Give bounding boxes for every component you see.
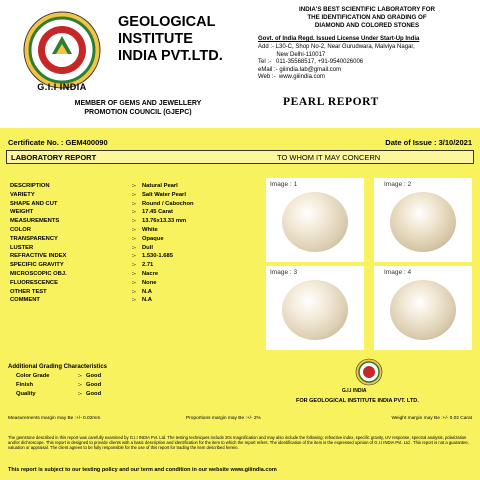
separator: :-: [78, 373, 82, 379]
membership-line: PROMOTION COUNCIL (GJEPC): [84, 109, 192, 116]
image-label: Image : 4: [384, 269, 412, 276]
pearl-image: [266, 178, 364, 262]
membership-line: MEMBER OF GEMS AND JEWELLERY: [74, 100, 202, 107]
pearl-images: [266, 178, 474, 350]
company-name: [118, 14, 278, 65]
company-name-line: GEOLOGICAL: [118, 14, 216, 30]
detail-row: [10, 289, 260, 298]
contact-address: [258, 44, 476, 82]
detail-value: Salt Water Pearl: [142, 191, 186, 198]
pearl-photo-icon: [282, 280, 348, 340]
govt-license: Govt. of India Regd. Issued License Under Start-Up India: [258, 36, 420, 42]
company-name-line: INDIA PVT.LTD.: [118, 48, 223, 64]
pearl-image: [266, 266, 364, 350]
measurement-margin: Measurements margin may Be :+/- 0.02mm: [8, 416, 101, 421]
seal-icon: [355, 358, 383, 386]
detail-row: [10, 183, 260, 192]
details-table: [10, 183, 260, 306]
address-line: Web :- www.giiindia.com: [258, 74, 325, 80]
separator: :-: [132, 191, 136, 198]
detail-value: 2.71: [142, 262, 154, 269]
grading-row: [8, 391, 168, 400]
proportion-margin: Proportions margin may Be :+/- 2%: [186, 416, 261, 421]
separator: :-: [132, 262, 136, 269]
pearl-image: [374, 266, 472, 350]
detail-label: WEIGHT: [10, 209, 34, 216]
report-title: PEARL REPORT: [283, 96, 379, 108]
separator: :-: [132, 209, 136, 216]
image-label: Image : 3: [270, 269, 298, 276]
membership-text: [18, 99, 258, 117]
detail-value: Opaque: [142, 235, 164, 242]
grading-label: Quality: [16, 391, 36, 397]
detail-label: MEASUREMENTS: [10, 218, 60, 225]
detail-value: N.A: [142, 297, 152, 304]
seal-label: G.I.I INDIA: [342, 388, 367, 394]
separator: :-: [132, 253, 136, 260]
separator: :-: [132, 235, 136, 242]
separator: :-: [132, 244, 136, 251]
pearl-photo-icon: [390, 280, 456, 340]
pearl-image: [374, 178, 472, 262]
detail-label: LUSTER: [10, 244, 34, 251]
tagline-line: THE IDENTIFICATION AND GRADING OF: [307, 14, 427, 21]
detail-value: Round / Cabochon: [142, 200, 194, 207]
detail-row: [10, 236, 260, 245]
separator: :-: [132, 226, 136, 233]
detail-label: COMMENT: [10, 297, 40, 304]
grading-label: Finish: [16, 382, 34, 388]
address-line: Tel :- 011-35568517, +91-9540026006: [258, 59, 364, 65]
company-name-line: INSTITUTE: [118, 31, 193, 47]
address-line: eMail :- giiindia.lab@gmail.com: [258, 66, 342, 73]
detail-value: 13.76x13.33 mm: [142, 218, 187, 225]
separator: :-: [78, 382, 82, 388]
pearl-photo-icon: [282, 192, 348, 252]
address-line: New Delhi-110017: [258, 51, 326, 58]
detail-row: [10, 245, 260, 254]
to-whom-text: TO WHOM IT MAY CONCERN: [277, 153, 381, 162]
detail-row: [10, 280, 260, 289]
detail-value: 1.530-1.685: [142, 253, 173, 260]
detail-value: 17.45 Carat: [142, 209, 173, 216]
grading-row: [8, 382, 168, 391]
tagline: [258, 6, 476, 30]
detail-label: TRANSPARENCY: [10, 235, 58, 242]
separator: :-: [132, 183, 136, 189]
signature-line: FOR GEOLOGICAL INSTITUTE INDIA PVT. LTD.: [296, 398, 419, 404]
lab-info: [258, 6, 476, 82]
detail-row: [10, 227, 260, 236]
detail-value: Dull: [142, 244, 153, 251]
detail-row: [10, 218, 260, 227]
detail-row: [10, 209, 260, 218]
image-label: Image : 2: [384, 181, 412, 188]
address-line: Add :- L30-C, Shop No-2, Near Gurudwara, Malviya Nagar,: [258, 44, 415, 50]
grading-value: Good: [86, 382, 102, 388]
additional-grading-title: Additional Grading Characteristics: [8, 364, 108, 370]
detail-row: [10, 297, 260, 306]
detail-value: Nacre: [142, 270, 159, 277]
detail-value: N.A: [142, 288, 152, 295]
disclaimer-text: The gemstone described in this report was carefully examined by G.I.I INDIA Pvt. Ltd. The testing techniques include 20x magnification and may also include the following: refractive index, specific gravity, UV response, spectral analysis, polarization and/or dichroscope. This report is designed to provide clients with a basic description and identification for the item to which the report refers. The identification of the item is the expressed opinion of G.I.I INDIA Pvt. Ltd . This report is not a guarantee, valuation or appraisal. The client agrees to be fully responsible for the use of this report for trading the item described herein.: [8, 435, 469, 451]
image-label: Image : 1: [270, 181, 298, 188]
grading-row: [8, 373, 168, 382]
tagline-line: INDIA'S BEST SCIENTIFIC LABORATORY FOR: [299, 6, 435, 13]
gii-logo-icon: [22, 10, 102, 90]
detail-label: FLUORESCENCE: [10, 279, 58, 286]
separator: :-: [132, 297, 136, 304]
detail-value: White: [142, 226, 158, 233]
detail-label: OTHER TEST: [10, 288, 47, 295]
lab-report-bar: [6, 150, 474, 164]
testing-policy-note: This report is subject to our testing policy and our term and condition in our website www.giiindia.com: [8, 467, 277, 473]
detail-value: None: [142, 279, 157, 286]
detail-row: [10, 192, 260, 201]
detail-row: [10, 201, 260, 210]
detail-value: Natural Pearl: [142, 183, 178, 189]
detail-label: SHAPE AND CUT: [10, 200, 58, 207]
date-of-issue: Date of Issue : 3/10/2021: [385, 138, 472, 147]
report-header: [0, 0, 480, 128]
detail-row: [10, 253, 260, 262]
detail-label: SPECIFIC GRAVITY: [10, 262, 64, 269]
detail-label: DESCRIPTION: [10, 183, 50, 189]
grading-label: Color Grade: [16, 373, 50, 379]
separator: :-: [78, 391, 82, 397]
grading-value: Good: [86, 373, 102, 379]
separator: :-: [132, 279, 136, 286]
certificate-number: Certificate No. : GEM400090: [8, 138, 108, 147]
grading-value: Good: [86, 391, 102, 397]
logo-label: G.I.I INDIA: [37, 82, 87, 92]
separator: :-: [132, 218, 136, 225]
detail-label: MICROSCOPIC OBJ.: [10, 270, 67, 277]
detail-row: [10, 262, 260, 271]
tagline-line: DIAMOND AND COLORED STONES: [314, 22, 420, 29]
weight-margin: Weight margin may Be :+/- 0.02 Carat: [391, 416, 472, 421]
detail-row: [10, 271, 260, 280]
separator: :-: [132, 288, 136, 295]
separator: :-: [132, 270, 136, 277]
detail-label: COLOR: [10, 226, 31, 233]
lab-report-title: LABORATORY REPORT: [11, 153, 97, 162]
detail-label: REFRACTIVE INDEX: [10, 253, 67, 260]
additional-grading: [8, 364, 168, 408]
detail-label: VARIETY: [10, 191, 35, 198]
separator: :-: [132, 200, 136, 207]
pearl-photo-icon: [390, 192, 456, 252]
